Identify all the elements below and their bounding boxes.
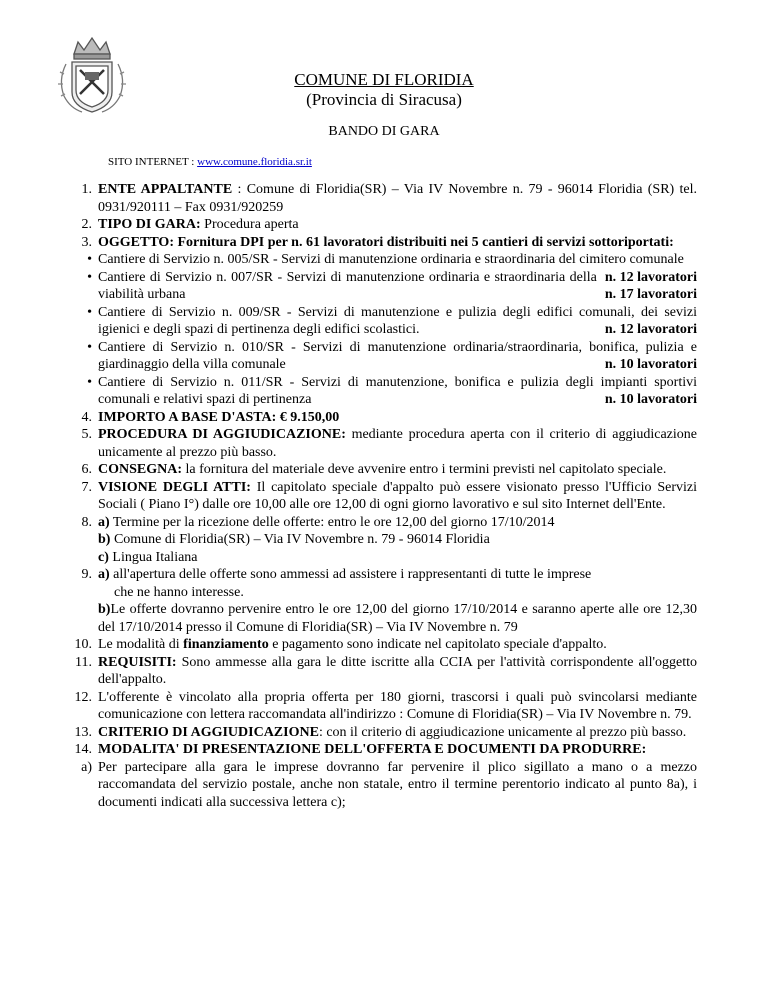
workers-count: n. 17 lavoratori — [604, 287, 697, 302]
cantiere-1: • Cantiere di Servizio n. 005/SR - Servizi di manutenzione ordinaria e straordinaria del cimitero comunale n. 12 lavoratori — [87, 252, 697, 285]
item-13: 13. CRITERIO DI AGGIUDICAZIONE: con il criterio di aggiudicazione unicamente al prezzo più basso. — [74, 724, 687, 740]
item-6: 6. CONSEGNA: la fornitura del materiale deve avvenire entro i termini previsti nel capitolato speciale. — [81, 462, 667, 477]
item-2: 2. TIPO DI GARA: Procedura aperta — [81, 217, 299, 232]
website-line — [108, 156, 312, 168]
document-type: BANDO DI GARA — [328, 124, 440, 139]
website-link[interactable]: www.comune.floridia.sr.it — [197, 156, 312, 168]
item-14a: a) Per partecipare alla gara le imprese dovranno far pervenire il plico sigillato a mano o a mezzo raccomandata del servizio postale, anche non statale, entro il termine perentorio indicato al punto 8a), i documenti indicati alla successiva lettera c); — [81, 759, 697, 810]
tender-body — [74, 181, 698, 811]
item-10: 10. Le modalità di finanziamento e pagamento sono indicate nel capitolato speciale d'appalto. — [74, 637, 607, 652]
item-1: 1. ENTE APPALTANTE : Comune di Floridia(SR) – Via IV Novembre n. 79 - 96014 Floridia (SR) tel. 0931/920111 – Fax 0931/920259 — [81, 182, 697, 215]
item-12: 12. L'offerente è vincolato alla propria offerta per 180 giorni, trascorsi i quali può svincolarsi mediante comunicazione con lettera raccomandata all'indirizzo : Comune di Floridia(SR) – Via IV Novembre n. 79. — [74, 689, 697, 722]
item-11: 11. REQUISITI: Sono ammesse alla gara le ditte iscritte alla CCIA per l'attività corrispondente all'oggetto dell'appalto. — [75, 654, 698, 687]
cantiere-4: • Cantiere di Servizio n. 010/SR - Servizi di manutenzione ordinaria/straordinaria, bonifica, pulizia e giardinaggio della villa comunale n. 10 lavoratori — [87, 339, 697, 372]
item-9: 9. a) all'apertura delle offerte sono ammessi ad assistere i rappresentanti di tutte le imprese che ne hanno interesse. b)Le offerte dovranno pervenire entro le ore 12,00 del giorno 17/10/2014 e saranno aperte alle ore 12,30 del 17/10/2014 presso il Comune di Floridia(SR) – Via IV Novembre n. 79 — [81, 567, 697, 635]
cantiere-3: • Cantiere di Servizio n. 009/SR - Servizi di manutenzione e pulizia degli edifici comunali, dei sevizi igienici e degli spazi di pertinenza degli edifici scolastici. n. 12 lavoratori — [87, 304, 697, 337]
item-14: 14. MODALITA' DI PRESENTAZIONE DELL'OFFERTA E DOCUMENTI DA PRODURRE: — [74, 742, 647, 757]
workers-count: n. 12 lavoratori — [604, 269, 697, 285]
website-label: SITO INTERNET : — [108, 156, 195, 168]
item-4: 4. IMPORTO A BASE D'ASTA: € 9.150,00 — [81, 409, 340, 425]
item-7: 7. VISIONE DEGLI ATTI: Il capitolato speciale d'appalto può essere visionato presso l'Ufficio Servizi Sociali ( Piano I°) dalle ore 10,00 alle ore 12,00 di ogni giorno lavorativo e sul sito Internet dell'Ente. — [81, 479, 697, 512]
cantiere-5: • Cantiere di Servizio n. 011/SR - Servizi di manutenzione, bonifica e pulizia degli impianti sportivi comunali e relativi spazi di pertinenza n. 10 lavoratori — [87, 374, 697, 407]
page-title: COMUNE DI FLORIDIA — [294, 70, 474, 89]
workers-count: n. 12 lavoratori — [604, 322, 697, 337]
item-5: 5. PROCEDURA DI AGGIUDICAZIONE: mediante procedura aperta con il criterio di aggiudicazione unicamente al prezzo più basso. — [81, 427, 698, 460]
item-3: 3. OGGETTO: Fornitura DPI per n. 61 lavoratori distribuiti nei 5 cantieri di servizi sottoriportati: — [81, 234, 674, 250]
province-subtitle: (Provincia di Siracusa) — [306, 90, 462, 109]
workers-count: n. 10 lavoratori — [604, 392, 697, 407]
item-8: 8. a) Termine per la ricezione delle offerte: entro le ore 12,00 del giorno 17/10/2014 b) Comune di Floridia(SR) – Via IV Novembre n. 79 - 96014 Floridia c) Lingua Italiana — [81, 514, 555, 565]
cantiere-2: • Cantiere di Servizio n. 007/SR - Servizi di manutenzione ordinaria e straordinaria della viabilità urbana n. 17 lavoratori — [87, 269, 697, 302]
workers-count: n. 10 lavoratori — [604, 357, 697, 372]
